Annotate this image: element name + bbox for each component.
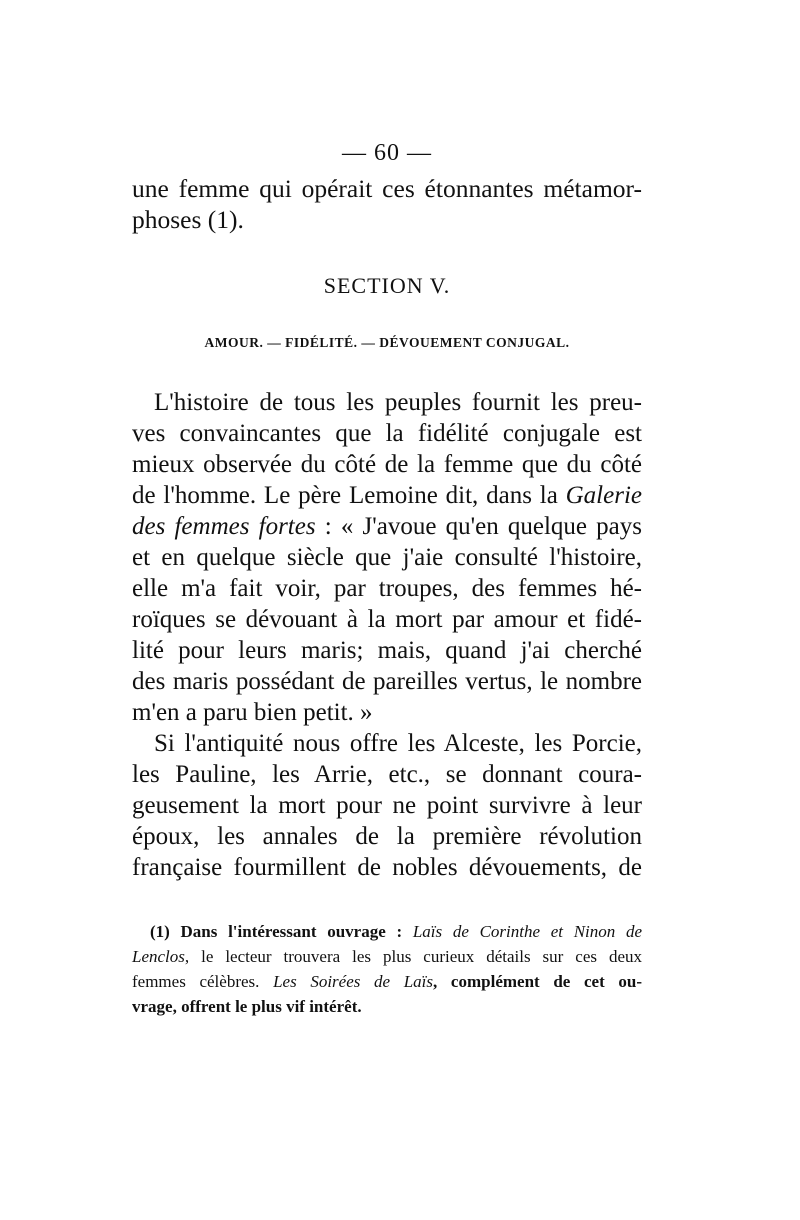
text-line: et en quelque siècle que j'aie consulté l'histoire, — [132, 544, 642, 571]
text-line: roïques se dévouant à la mort par amour et fidé- — [132, 606, 642, 633]
paragraph-1 — [132, 387, 642, 728]
footnote-title-italic: Laïs de Corinthe et Ninon de — [412, 922, 642, 941]
footnote-text: (1) Dans l'intéressant ouvrage : — [150, 922, 413, 941]
book-title-italic: Galerie — [565, 482, 642, 509]
footnote — [132, 919, 642, 1019]
text-line: L'histoire de tous les peuples fournit les preu- — [154, 389, 642, 416]
text-line: geusement la mort pour ne point survivre à leur — [132, 792, 642, 819]
footnote-line — [132, 944, 642, 969]
text-line: ves convaincantes que la fidélité conjugale est — [132, 420, 642, 447]
paragraph-2 — [132, 728, 642, 883]
section-subtitle-text: AMOUR. — FIDÉLITÉ. — DÉVOUEMENT CONJUGAL. — [204, 335, 570, 350]
text-line — [132, 480, 642, 511]
footnote-line — [132, 919, 642, 944]
text-line: française fourmillent de nobles dévouements, de — [132, 854, 642, 881]
text-line: une femme qui opérait ces étonnantes métamor- — [132, 174, 642, 203]
footnote-title-italic: Les Soirées de Laïs — [273, 972, 434, 991]
text-line — [132, 511, 642, 542]
text-span: : « J'avoue qu'en quelque pays — [315, 513, 642, 540]
text-span: de l'homme. Le père Lemoine dit, dans la — [132, 482, 566, 509]
footnote-text: femmes célèbres. — [132, 972, 274, 991]
footnote-line — [132, 994, 642, 1019]
footnote-title-italic: Lenclos — [132, 947, 185, 966]
section-title: SECTION V. — [323, 273, 451, 298]
text-line: les Pauline, les Arrie, etc., se donnant coura- — [132, 761, 642, 788]
text-line: lité pour leurs maris; mais, quand j'ai cherché — [132, 637, 642, 664]
text-line: époux, les annales de la première révolution — [132, 823, 642, 850]
text-line: phoses (1). — [132, 205, 244, 234]
section-subtitle — [132, 335, 642, 351]
book-page — [132, 140, 642, 1019]
book-title-italic: des femmes fortes — [132, 513, 316, 540]
footnote-line — [132, 969, 642, 994]
footnote-text: vrage, offrent le plus vif intérêt. — [132, 997, 362, 1016]
text-line: m'en a paru bien petit. » — [132, 699, 373, 726]
text-line: elle m'a fait voir, par troupes, des femmes hé- — [132, 575, 642, 602]
text-line: mieux observée du côté de la femme que du côté — [132, 451, 642, 478]
text-line: Si l'antiquité nous offre les Alceste, les Porcie, — [154, 730, 642, 757]
footnote-text: , complément de cet ou- — [433, 972, 643, 991]
page-number: — 60 — — [342, 140, 432, 166]
footnote-text: , le lecteur trouvera les plus curieux détails sur ces deux — [184, 947, 642, 966]
text-line: des maris possédant de pareilles vertus, le nombre — [132, 668, 642, 695]
